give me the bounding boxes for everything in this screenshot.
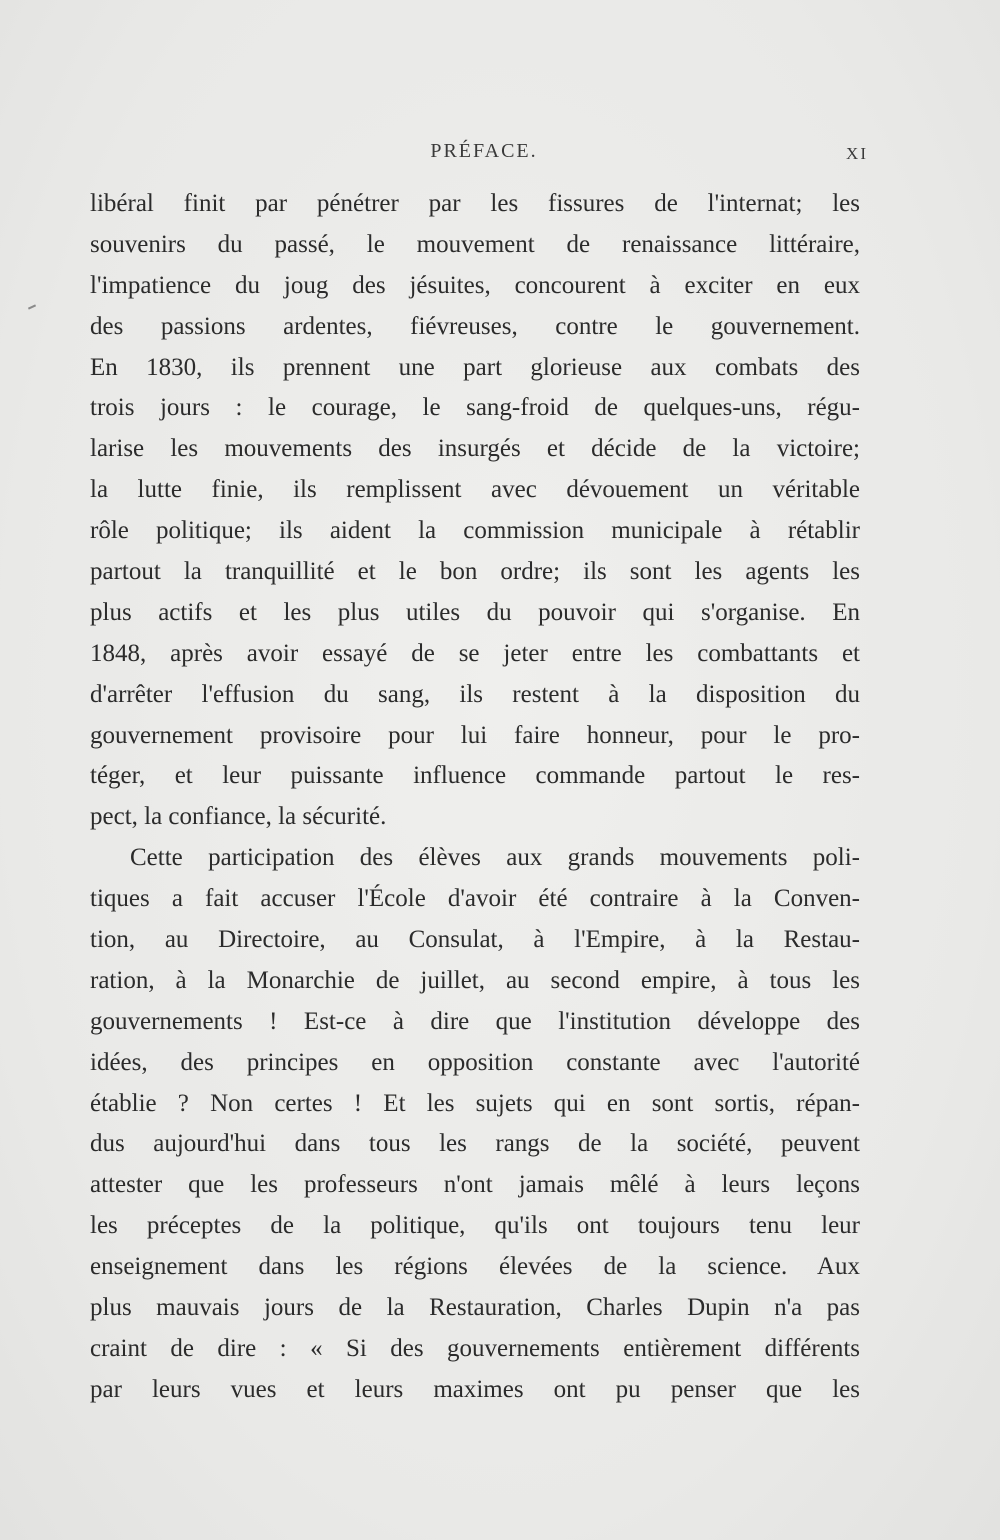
text-line: trois jours : le courage, le sang-froid de quelques-uns, régu- — [90, 394, 860, 422]
text-line: l'impatience du joug des jésuites, concourent à exciter en eux — [90, 271, 860, 299]
page-number: XI — [846, 144, 868, 163]
text-line: 1848, après avoir essayé de se jeter entre les combattants et — [90, 639, 860, 667]
text-line: plus mauvais jours de la Restauration, Charles Dupin n'a pas — [90, 1294, 860, 1322]
text-line: établie ? Non certes ! Et les sujets qui en sont sortis, répan- — [90, 1089, 860, 1117]
text-line: la lutte finie, ils remplissent avec dévouement un véritable — [90, 476, 860, 504]
text-line: les préceptes de la politique, qu'ils ont toujours tenu leur — [90, 1212, 860, 1240]
running-title: PRÉFACE. — [430, 140, 538, 162]
text-line: partout la tranquillité et le bon ordre; ils sont les agents les — [90, 558, 860, 586]
text-line: craint de dire : « Si des gouvernements entièrement différents — [90, 1334, 860, 1362]
paragraph-2 — [90, 838, 860, 1410]
text-line: ration, à la Monarchie de juillet, au second empire, à tous les — [90, 966, 860, 994]
text-line: tiques a fait accuser l'École d'avoir été contraire à la Conven- — [90, 885, 860, 913]
text-line: téger, et leur puissante influence commande partout le res- — [90, 762, 860, 790]
text-line: En 1830, ils prennent une part glorieuse aux combats des — [90, 353, 860, 381]
text-line: pect, la confiance, la sécurité. — [90, 803, 387, 831]
body-text — [90, 184, 860, 1411]
text-line: souvenirs du passé, le mouvement de renaissance littéraire, — [90, 230, 860, 258]
text-line: rôle politique; ils aident la commission municipale à rétablir — [90, 517, 860, 545]
text-line: d'arrêter l'effusion du sang, ils restent à la disposition du — [90, 680, 860, 708]
text-line: libéral finit par pénétrer par les fissures de l'internat; les — [90, 190, 860, 217]
text-line: larise les mouvements des insurgés et décide de la victoire; — [90, 435, 860, 463]
text-line: plus actifs et les plus utiles du pouvoir qui s'organise. En — [90, 598, 860, 626]
text-line: tion, au Directoire, au Consulat, à l'Empire, à la Restau- — [90, 926, 860, 954]
paragraph-1 — [90, 184, 860, 838]
text-line: gouvernements ! Est-ce à dire que l'institution développe des — [90, 1007, 860, 1035]
text-line: des passions ardentes, fiévreuses, contre le gouvernement. — [90, 312, 860, 340]
text-line: Cette participation des élèves aux grands mouvements poli- — [130, 844, 860, 872]
text-line: enseignement dans les régions élevées de la science. Aux — [90, 1253, 860, 1281]
running-head — [90, 140, 878, 170]
text-line: idées, des principes en opposition constante avec l'autorité — [90, 1048, 860, 1076]
text-line: gouvernement provisoire pour lui faire honneur, pour le pro- — [90, 721, 860, 749]
text-line: par leurs vues et leurs maximes ont pu penser que les — [90, 1375, 860, 1403]
text-line: attester que les professeurs n'ont jamais mêlé à leurs leçons — [90, 1171, 860, 1199]
text-line: dus aujourd'hui dans tous les rangs de la société, peuvent — [90, 1130, 860, 1158]
page-speck — [28, 304, 36, 309]
